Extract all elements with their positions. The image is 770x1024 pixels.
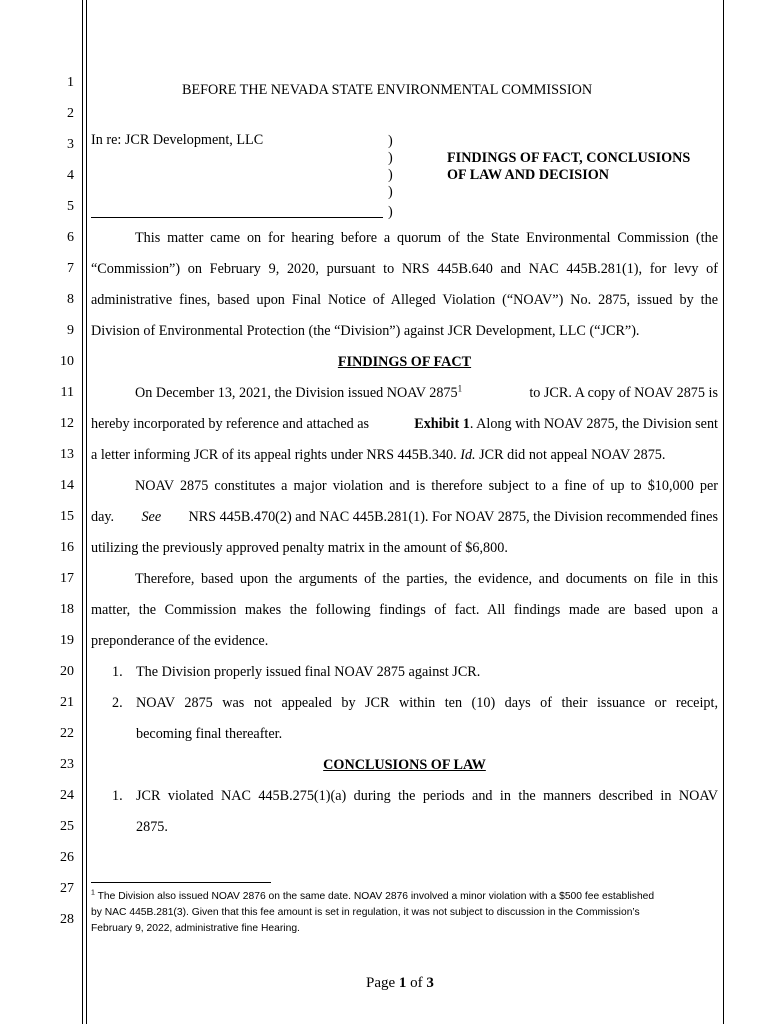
line-number: 11 bbox=[60, 385, 74, 400]
line-number: 13 bbox=[60, 447, 74, 462]
intro-line-4: Division of Environmental Protection (the “Division”) against JCR Development, LLC (“JCR”). bbox=[91, 323, 640, 339]
exhibit-reference: Exhibit 1 bbox=[414, 416, 470, 432]
line-number: 25 bbox=[60, 819, 74, 834]
line-number: 17 bbox=[60, 571, 74, 586]
footnote-line-3: February 9, 2022, administrative fine Hearing. bbox=[91, 923, 300, 934]
intro-line-2: “Commission”) on February 9, 2020, pursuant to NRS 445B.640 and NAC 445B.281(1), for levy of bbox=[91, 261, 718, 277]
left-margin-rule-outer bbox=[82, 0, 83, 1024]
right-margin-rule bbox=[723, 0, 724, 1024]
line-number: 21 bbox=[60, 695, 74, 710]
line-number: 7 bbox=[67, 261, 74, 276]
caption-paren: ) bbox=[388, 184, 393, 200]
line-number: 18 bbox=[60, 602, 74, 617]
footnote-reference[interactable]: 1 bbox=[457, 383, 463, 394]
finding-item-continuation: becoming final thereafter. bbox=[136, 726, 283, 742]
p2-line-2: day. See NRS 445B.470(2) and NAC 445B.281(1). For NOAV 2875, the Division recommended fines bbox=[91, 509, 718, 525]
left-margin-rule-inner bbox=[86, 0, 87, 1024]
p1-line-3: a letter informing JCR of its appeal rights under NRS 445B.340. Id. JCR did not appeal NOAV 2875. bbox=[91, 447, 666, 463]
caption-party: In re: JCR Development, LLC bbox=[91, 132, 264, 148]
line-number: 4 bbox=[67, 168, 74, 183]
line-number: 8 bbox=[67, 292, 74, 307]
line-number: 19 bbox=[60, 633, 74, 648]
p1-line-1: On December 13, 2021, the Division issued NOAV 2875$^1$ to JCR. A copy of NOAV 2875 is bbox=[135, 383, 718, 401]
conclusion-item-continuation: 2875. bbox=[136, 819, 168, 835]
line-number: 12 bbox=[60, 416, 74, 431]
caption-paren: ) bbox=[388, 150, 393, 166]
caption-underline bbox=[91, 217, 383, 218]
line-number: 23 bbox=[60, 757, 74, 772]
page-number: Page 1 of 3 bbox=[366, 975, 434, 991]
findings-heading: FINDINGS OF FACT bbox=[337, 354, 472, 370]
line-number: 22 bbox=[60, 726, 74, 741]
finding-item: 1. The Division properly issued final NOAV 2875 against JCR. bbox=[112, 664, 481, 680]
line-number: 14 bbox=[60, 478, 74, 493]
document-title-line1: FINDINGS OF FACT, CONCLUSIONS bbox=[447, 150, 691, 166]
line-number: 28 bbox=[60, 912, 74, 927]
court-header: BEFORE THE NEVADA STATE ENVIRONMENTAL COMMISSION bbox=[182, 82, 593, 98]
intro-line-3: administrative fines, based upon Final Notice of Alleged Violation (“NOAV”) No. 2875, issued by the bbox=[91, 292, 718, 308]
footnote-line-2: by NAC 445B.281(3). Given that this fee amount is set in regulation, it was not subject to discussion in the Commission’s bbox=[91, 907, 640, 918]
footnote-separator bbox=[91, 882, 271, 883]
line-number: 2 bbox=[67, 106, 74, 121]
p3-line-2: matter, the Commission makes the following findings of fact. All findings made are based upon a bbox=[91, 602, 718, 618]
line-number: 9 bbox=[67, 323, 74, 338]
line-number: 26 bbox=[60, 850, 74, 865]
line-number: 5 bbox=[67, 199, 74, 214]
caption-paren: ) bbox=[388, 167, 393, 183]
conclusions-heading: CONCLUSIONS OF LAW bbox=[323, 757, 486, 773]
line-number: 16 bbox=[60, 540, 74, 555]
p1-line-2: hereby incorporated by reference and attached as Exhibit 1. Along with NOAV 2875, the Division sent bbox=[91, 416, 718, 432]
intro-line-1: This matter came on for hearing before a quorum of the State Environmental Commission (the bbox=[135, 230, 718, 246]
footnote-mark: 1 bbox=[91, 889, 95, 897]
footnote-line-1: $^1$ The Division also issued NOAV 2876 on the same date. NOAV 2876 involved a minor violation with a $500 fee established bbox=[91, 889, 655, 902]
p2-line-3: utilizing the previously approved penalty matrix in the amount of $6,800. bbox=[91, 540, 508, 556]
caption-paren: ) bbox=[388, 133, 393, 149]
line-number: 24 bbox=[60, 788, 74, 803]
line-number: 10 bbox=[60, 354, 74, 369]
caption-paren: ) bbox=[388, 204, 393, 220]
p2-line-1: NOAV 2875 constitutes a major violation and is therefore subject to a fine of up to $10,000 per bbox=[135, 478, 718, 494]
line-number: 6 bbox=[67, 230, 74, 245]
conclusion-item: 1. JCR violated NAC 445B.275(1)(a) during the periods and in the manners described in NOAV bbox=[112, 788, 718, 804]
line-number: 15 bbox=[60, 509, 74, 524]
line-number: 3 bbox=[67, 137, 74, 152]
finding-item: 2. NOAV 2875 was not appealed by JCR within ten (10) days of their issuance or receipt, bbox=[112, 695, 718, 711]
p3-line-1: Therefore, based upon the arguments of the parties, the evidence, and documents on file in this bbox=[135, 571, 718, 587]
line-number: 27 bbox=[60, 881, 74, 896]
p3-line-3: preponderance of the evidence. bbox=[91, 633, 269, 649]
line-number: 1 bbox=[67, 75, 74, 90]
line-number: 20 bbox=[60, 664, 74, 679]
document-title-line2: OF LAW AND DECISION bbox=[447, 167, 610, 183]
